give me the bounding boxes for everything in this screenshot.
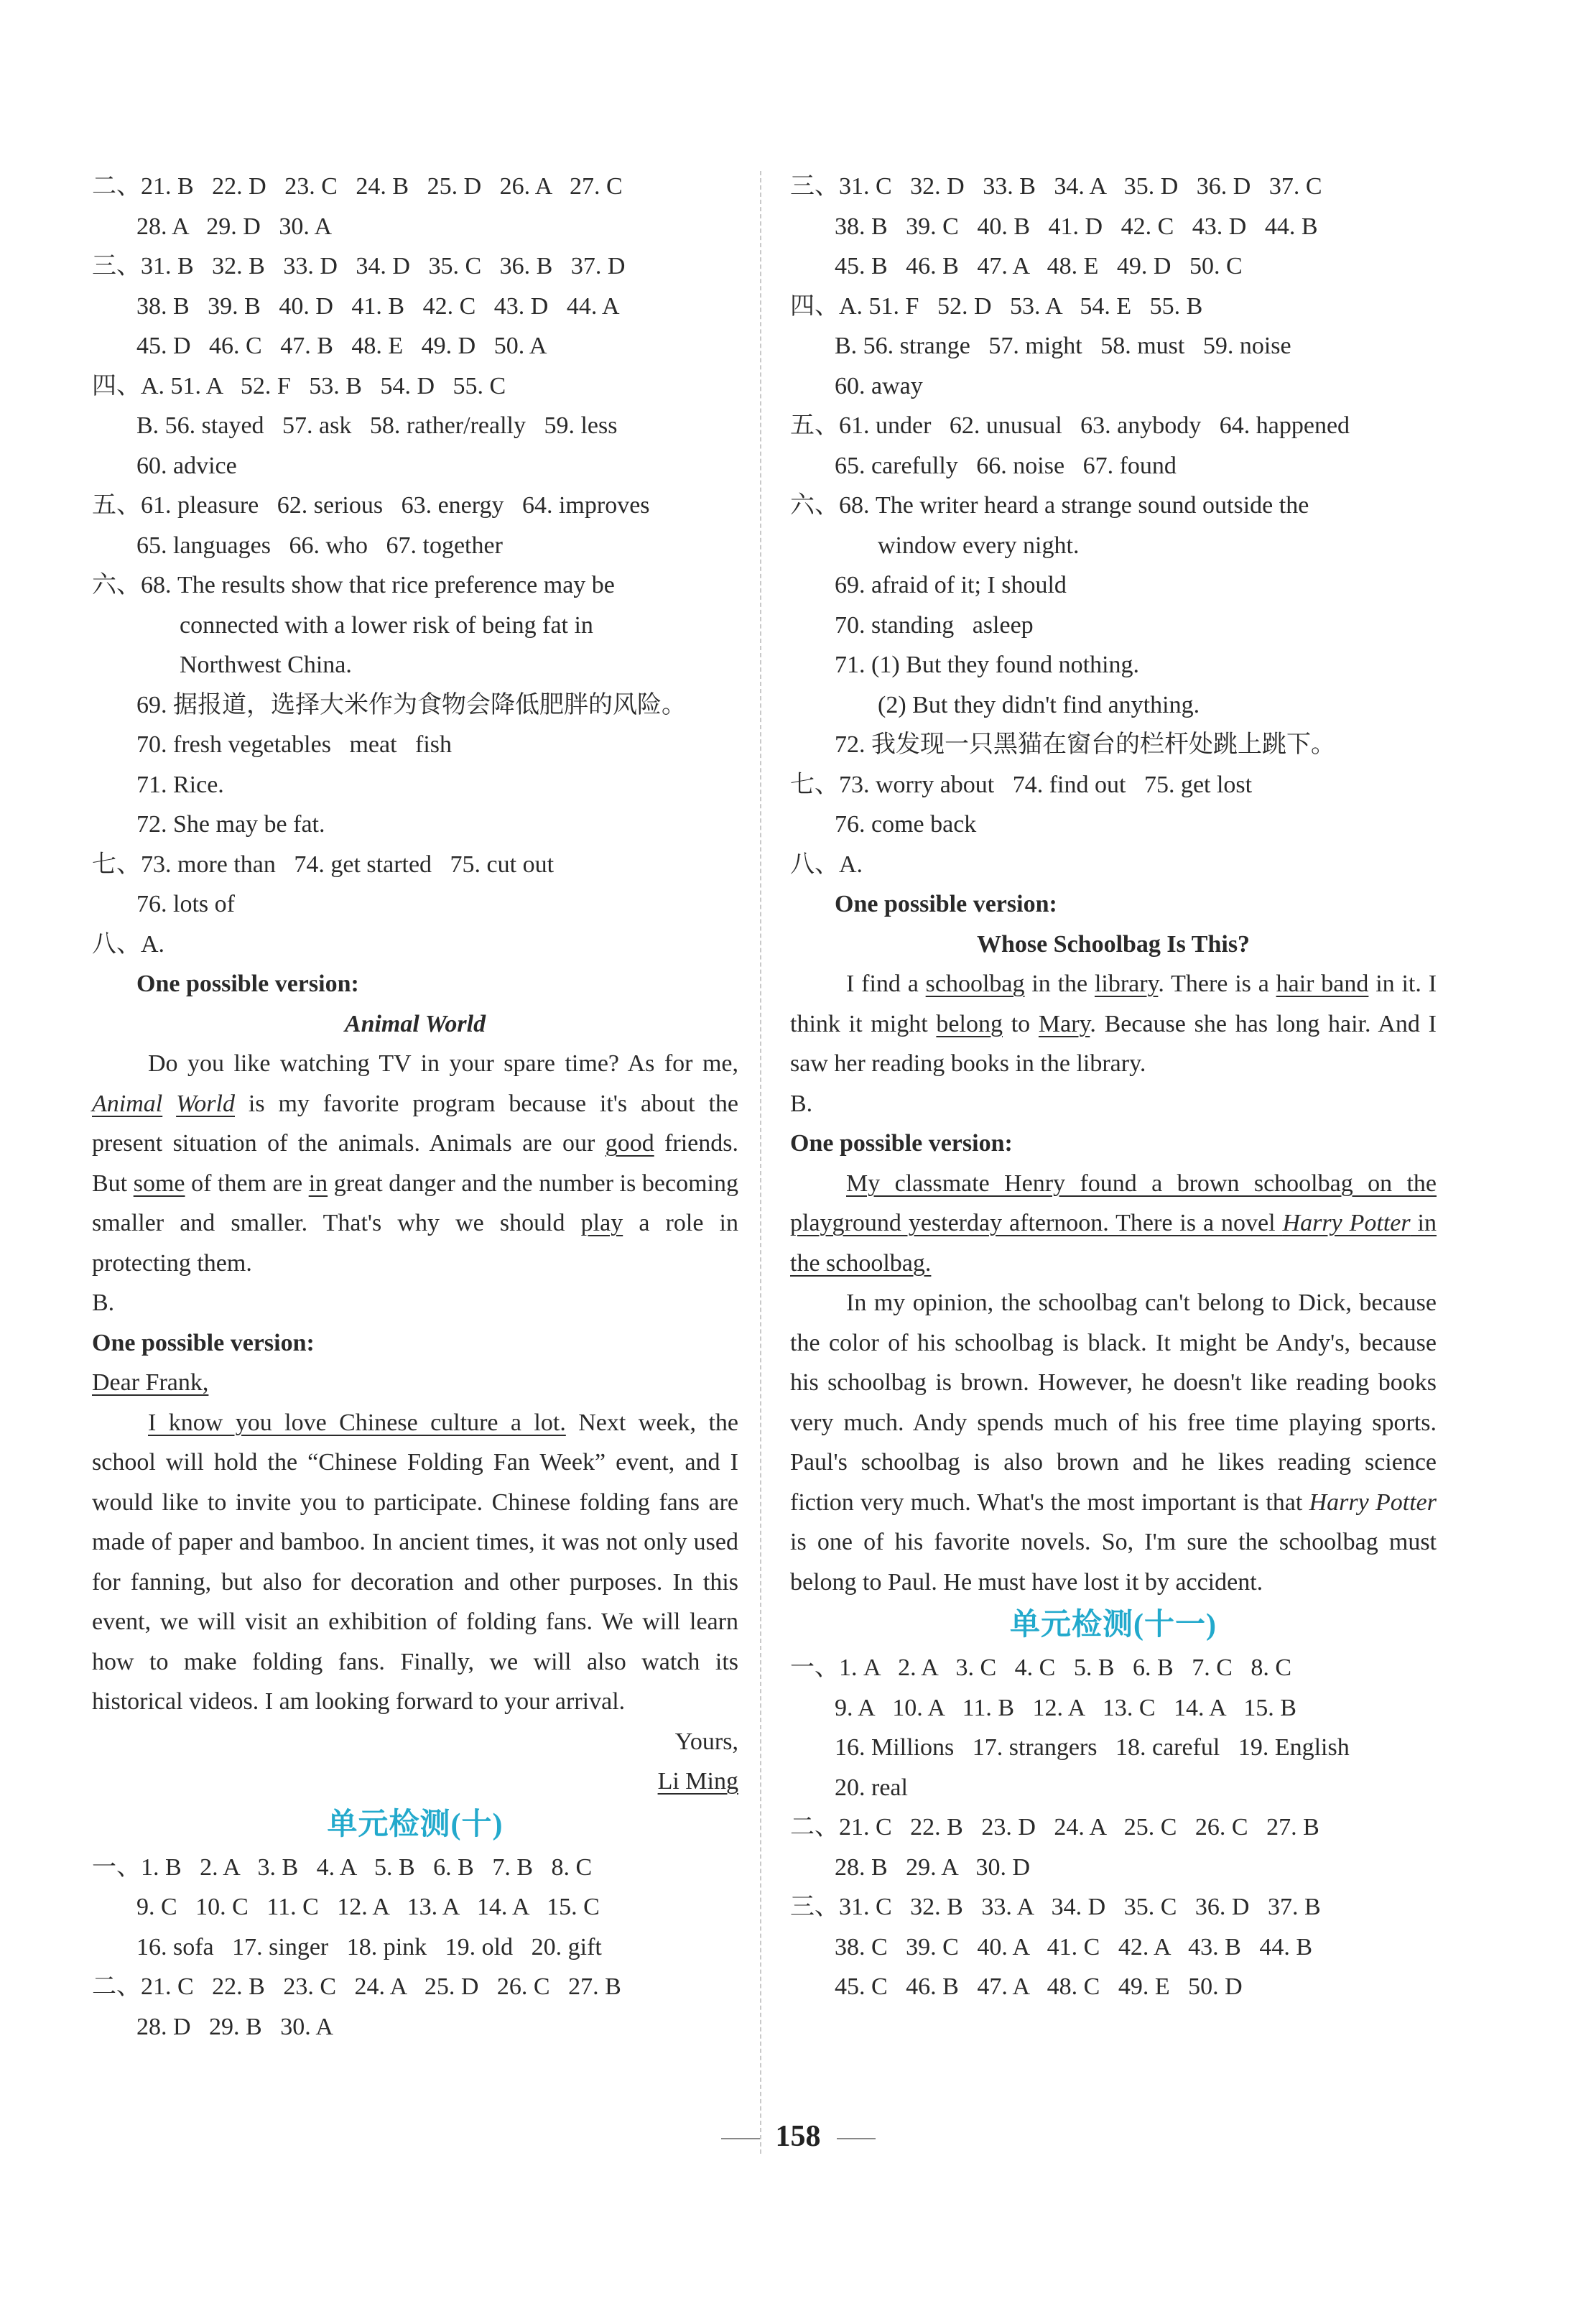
unit-test-11-title: 单元检测(十一)	[1010, 1608, 1217, 1642]
answer-line: 六、68. The writer heard a strange sound outside the	[790, 492, 1309, 519]
answer-line: 16. sofa 17. singer 18. pink 19. old 20. gift	[136, 1933, 602, 1960]
underlined-word: Animal	[92, 1090, 163, 1117]
essay-text: a role in protecting them.	[92, 1210, 738, 1277]
answer-line: 65. languages 66. who 67. together	[136, 532, 503, 559]
answer-line: 三、31. B 32. B 33. D 34. D 35. C 36. B 37. D	[92, 253, 626, 279]
answer-line: 76. come back	[835, 811, 977, 838]
left-column	[92, 167, 738, 2047]
possible-version-label: One possible version:	[92, 1329, 315, 1356]
answer-line: 28. A 29. D 30. A	[136, 213, 333, 240]
essay-text: . There is a	[1158, 971, 1276, 997]
greeting-text: Dear Frank,	[92, 1369, 209, 1396]
essay-title-whose-schoolbag: Whose Schoolbag Is This?	[976, 930, 1251, 958]
possible-version-label-right: One possible version:	[790, 1130, 1013, 1157]
answer-line: 71. Rice.	[136, 771, 224, 798]
underlined-word: some	[133, 1170, 185, 1197]
essay-text: to	[1002, 1010, 1039, 1037]
essay-text: is one of his favorite novels. So, I'm sure the schoolbag must belong to Paul. He must have lost it by accident.	[790, 1529, 1437, 1596]
letter-body	[92, 1403, 738, 1722]
essay-text: in it. I think it might	[790, 971, 1437, 1037]
answer-line: 60. advice	[136, 452, 237, 479]
underlined-word: World	[176, 1090, 235, 1117]
answer-line: 38. C 39. C 40. A 41. C 42. A 43. B 44. B	[835, 1933, 1312, 1960]
footer-dash	[837, 2138, 876, 2139]
answer-line: 一、1. B 2. A 3. B 4. A 5. B 6. B 7. B 8. C	[92, 1853, 593, 1881]
answer-line: 八、A.	[790, 851, 863, 878]
answer-line: B. 56. strange 57. might 58. must 59. noise	[835, 333, 1291, 359]
footer-dash	[721, 2138, 760, 2139]
essay-text: Do you like watching TV in your spare time? As for me,	[148, 1050, 738, 1077]
answer-line: 四、A. 51. A 52. F 53. B 54. D 55. C	[92, 372, 506, 399]
answer-line: (2) But they didn't find anything.	[878, 691, 1200, 718]
answer-line: 70. fresh vegetables meat fish	[136, 731, 453, 758]
unit-test-10-title: 单元检测(十)	[327, 1807, 504, 1841]
underlined-sentence: in the schoolbag.	[790, 1210, 1437, 1277]
underlined-word: in	[308, 1170, 328, 1197]
answer-line: 65. carefully 66. noise 67. found	[835, 452, 1177, 479]
essay-title-animal-world: Animal World	[344, 1010, 486, 1037]
answer-line: 八、A.	[92, 930, 165, 958]
essay-text: I find a	[846, 971, 926, 997]
section-b-label-right: B.	[790, 1090, 813, 1117]
answer-line: connected with a lower risk of being fat in	[180, 611, 593, 639]
answer-line: 16. Millions 17. strangers 18. careful 19. English	[835, 1734, 1350, 1761]
page-number: 158	[775, 2120, 821, 2153]
answer-line: 72. 我发现一只黑猫在窗台的栏杆处跳上跳下。	[835, 731, 1335, 758]
answer-line: 三、31. C 32. D 33. B 34. A 35. D 36. D 37. C	[790, 173, 1322, 200]
answer-line: 9. A 10. A 11. B 12. A 13. C 14. A 15. B	[835, 1694, 1296, 1721]
answer-line: 70. standing asleep	[835, 611, 1034, 639]
essay-schoolbag-b-intro	[790, 1164, 1437, 1284]
essay-animal-world	[92, 1044, 738, 1283]
essay-schoolbag-a	[790, 964, 1437, 1084]
answer-line: 28. D 29. B 30. A	[136, 2013, 333, 2040]
essay-text: . Because she has long hair. And I saw her reading books in the library.	[790, 1010, 1437, 1077]
answer-line: Northwest China.	[180, 652, 352, 678]
answer-line: 28. B 29. A 30. D	[835, 1853, 1031, 1881]
answer-line: 三、31. C 32. B 33. A 34. D 35. C 36. D 37. B	[790, 1894, 1321, 1920]
answer-line: 五、61. under 62. unusual 63. anybody 64. happened	[790, 412, 1350, 439]
answer-line: 一、1. A 2. A 3. C 4. C 5. B 6. B 7. C 8. C	[790, 1654, 1292, 1681]
book-title: Harry Potter	[1309, 1489, 1437, 1516]
answer-line: One possible version:	[136, 971, 359, 997]
underlined-word: play	[580, 1210, 623, 1236]
underlined-sentence: My classmate Henry found a brown schoolbag on the playground yesterday afternoon. There is a novel	[790, 1170, 1437, 1236]
answer-line: 二、21. B 22. D 23. C 24. B 25. D 26. A 27. C	[92, 173, 623, 200]
underlined-word: belong	[936, 1010, 1003, 1037]
right-answer-lines	[790, 167, 1437, 925]
answer-line: 69. 据报道，选择大米作为食物会降低肥胖的风险。	[136, 691, 686, 718]
letter-text: Next week, the school will hold the “Chinese Folding Fan Week” event, and I would like to invite you to participate. Chinese folding fans are made of paper and bamboo. In ancient times, it was not only used for fanning, but also for decoration and other purposes. In this event, we will visit an exhibition of folding fans. We will learn how to make folding fans. Finally, we will also watch its historical videos. I am looking forward to your arrival.	[92, 1409, 738, 1715]
essay-text: friends. But	[92, 1130, 738, 1197]
underlined-word: good	[605, 1130, 654, 1157]
underlined-word: Mary	[1038, 1010, 1090, 1037]
answer-line: 38. B 39. C 40. B 41. D 42. C 43. D 44. B	[835, 213, 1318, 240]
section-b-label: B.	[92, 1290, 115, 1316]
essay-text: In my opinion, the schoolbag can't belong to Dick, because the color of his schoolbag is black. It might be Andy's, because his schoolbag is brown. However, he doesn't like reading books very much. Andy spends much of his free time playing sports. Paul's schoolbag is also brown and he likes reading science fiction very much. What's the most important is that	[790, 1290, 1437, 1516]
answer-line: 五、61. pleasure 62. serious 63. energy 64. improves	[92, 492, 650, 519]
answer-line: 60. away	[835, 372, 923, 399]
answer-line: One possible version:	[835, 891, 1057, 917]
unit-10-answers	[92, 1848, 738, 2047]
answer-line: 45. C 46. B 47. A 48. C 49. E 50. D	[835, 1973, 1243, 2000]
answer-line: 69. afraid of it; I should	[835, 572, 1067, 598]
answer-line: B. 56. stayed 57. ask 58. rather/really 59. less	[136, 412, 618, 439]
signature-text: Li Ming	[657, 1768, 738, 1795]
answer-line: 9. C 10. C 11. C 12. A 13. A 14. A 15. C	[136, 1894, 600, 1920]
essay-text: in the	[1024, 971, 1095, 997]
essay-text: is my favorite program because it's about the present situation of the animals. Animals are our	[92, 1090, 738, 1157]
unit-11-answers	[790, 1648, 1437, 2007]
underlined-word: schoolbag	[925, 971, 1025, 997]
answer-line: 76. lots of	[136, 891, 235, 917]
underlined-title: Harry Potter	[1282, 1210, 1411, 1236]
essay-schoolbag-b-body	[790, 1283, 1437, 1602]
answer-line: 二、21. C 22. B 23. D 24. A 25. C 26. C 27. B	[790, 1814, 1319, 1841]
answer-line: 71. (1) But they found nothing.	[835, 652, 1140, 678]
answer-line: 四、A. 51. F 52. D 53. A 54. E 55. B	[790, 292, 1203, 320]
answer-line: 72. She may be fat.	[136, 811, 325, 838]
letter-greeting	[92, 1363, 738, 1403]
column-divider	[760, 171, 761, 2154]
answer-line: 45. B 46. B 47. A 48. E 49. D 50. C	[835, 253, 1243, 279]
underlined-sentence: I know you love Chinese culture a lot.	[148, 1409, 566, 1436]
letter-closing: Yours,	[674, 1728, 738, 1755]
right-column	[790, 167, 1437, 2007]
answer-line: 38. B 39. B 40. D 41. B 42. C 43. D 44. A	[136, 292, 620, 320]
answer-line: 二、21. C 22. B 23. C 24. A 25. D 26. C 27. B	[92, 1973, 621, 2000]
essay-text: of them are	[185, 1170, 309, 1197]
left-answer-lines	[92, 167, 738, 1004]
answer-line: 20. real	[835, 1774, 908, 1801]
answer-line: 六、68. The results show that rice preference may be	[92, 572, 615, 598]
underlined-word: library	[1094, 971, 1159, 997]
essay-text: great danger and the number is becoming smaller and smaller. That's why we should	[92, 1170, 738, 1236]
answer-line: 七、73. worry about 74. find out 75. get lost	[790, 771, 1253, 798]
answer-line: 七、73. more than 74. get started 75. cut out	[92, 851, 555, 878]
answer-line: window every night.	[878, 532, 1080, 559]
underlined-word: hair band	[1276, 971, 1369, 997]
page-footer	[0, 2119, 1596, 2154]
answer-line: 45. D 46. C 47. B 48. E 49. D 50. A	[136, 333, 547, 359]
letter-signature	[92, 1761, 738, 1802]
